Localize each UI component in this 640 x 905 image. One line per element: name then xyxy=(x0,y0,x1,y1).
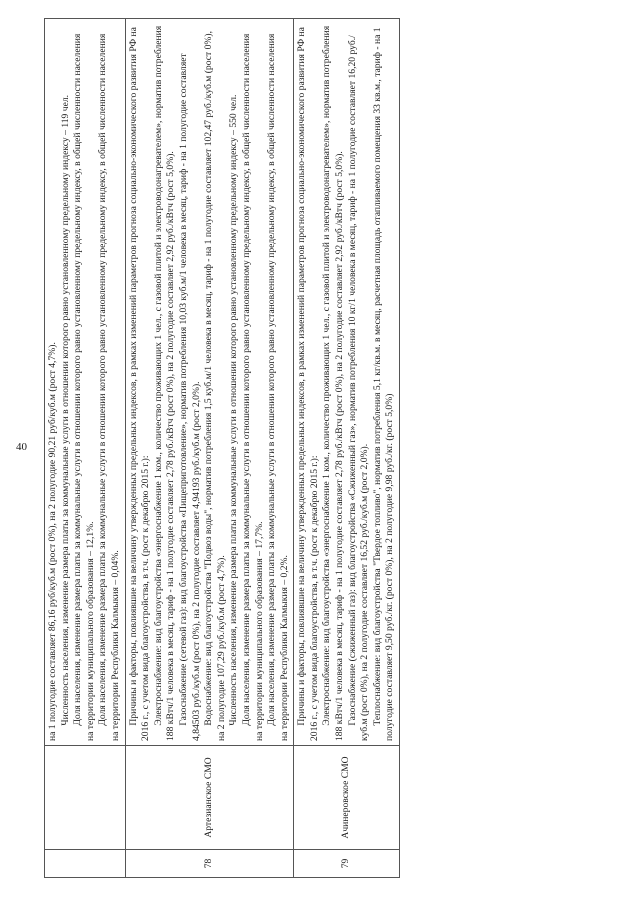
paragraph: Электроснабжение: вид благоустройства «энергоснабжение 1 ком., количество проживающих 1 чел., с газовой плитой и электроводонагревателем», норматив потребления 188 кВтч/1 человека в месяц, тариф - на 1 полугодие составляет 2,78 руб./кВтч (рост 0%), на 2 полугодие составляет 2,92 руб./кВтч (рост 5,0%). xyxy=(152,25,177,741)
paragraph: Причины и факторы, повлиявшие на величину утвержденных предельных индексов, в рамках изменений параметров прогноза социально-экономического развития РФ на 2016 г., с учетом вида благоустройства, в т.ч. (рост к декабрю 2015 г.): xyxy=(127,27,152,741)
description-cell xyxy=(294,19,400,746)
municipality-name-cell: Артезианское СМО xyxy=(125,746,294,850)
table-row-79 xyxy=(294,19,400,878)
table-row-continuation xyxy=(45,19,126,878)
tariff-table xyxy=(44,18,400,878)
paragraph: Электроснабжение: вид благоустройства «энергоснабжение 1 ком., количество проживающих 1 чел., с газовой плитой и электроводонагревателем», норматив потребления 188 кВтч/1 человека в месяц, тариф - на 1 полугодие составляет 2,78 руб./кВтч (рост 0%), на 2 полугодие составляет 2,92 руб./кВтч (рост 5,0%). xyxy=(321,25,346,741)
paragraph: Численность населения, изменение размера платы за коммунальные услуги в отношении которого равно установленному предельному индексу – 550 чел. xyxy=(228,94,240,726)
row-number-cell: 78 xyxy=(125,850,294,878)
paragraph: Доля населения, изменение размера платы за коммунальные услуги в отношении которого равно установленному предельному индексу, в общей численности населения на территории Республики Калмыкия – 0,2%. xyxy=(266,33,290,741)
paragraph: Доля населения, изменение размера платы за коммунальные услуги в отношении которого равно установленному предельному индексу, в общей численности населения на территории муниципального образования – 17,7%. xyxy=(240,33,265,741)
table-row-78 xyxy=(125,19,294,878)
description-cell xyxy=(45,19,126,746)
paragraph: Причины и факторы, повлиявшие на величину утвержденных предельных индексов, в рамках изменений параметров прогноза социально-экономического развития РФ на 2016 г., с учетом вида благоустройства, в т.ч. (рост к декабрю 2015 г.): xyxy=(296,27,320,741)
municipality-name-cell xyxy=(45,746,126,850)
paragraph: Газоснабжение (сетевой газ): вид благоустройства «Пищеприготовление», норматив потребления 10,03 куб.м/1 человека в месяц, тариф - на 1 полугодие составляет 4,84503 руб./куб.м (рост 0%), на 2 полугодие составляет 4,94193 руб./куб.м (рост 2,0%). xyxy=(177,53,202,741)
paragraph: Численность населения, изменение размера платы за коммунальные услуги в отношении которого равно установленному предельному индексу – 119 чел. xyxy=(59,94,71,726)
paragraph: Доля населения, изменение размера платы за коммунальные услуги в отношении которого равно установленному предельному индексу, в общей численности населения на территории муниципального образования – 12,1%. xyxy=(72,33,96,741)
table-rotation-wrapper xyxy=(44,18,604,878)
paragraph: на 1 полугодие составляет 86,16 руб/куб.м (рост 0%), на 2 полугодие 90,21 руб/куб.м (рост 4,7%). xyxy=(47,342,58,741)
description-cell xyxy=(125,19,294,746)
row-number-cell xyxy=(45,850,126,878)
paragraph: Теплоснабжение: вид благоустройства "Твердое топливо", норматив потребления 5,1 кг/кв.м. в месяц, расчетная площадь отапливаемого помещения 33 кв.м., тариф - на 1 полугодие составляет 9,50 руб./кг. (рост 0%), на 2 полугодие 9,98 руб./кг. (рост 5,0%) xyxy=(371,27,396,741)
municipality-name-cell: Ачинеровское СМО xyxy=(294,746,400,850)
paragraph: Газоснабжение (сжиженный газ): вид благоустройства «Сжиженный газ», норматив потребления 10 кг/1 человека в месяц, тариф - на 1 полугодие составляет 16,20 руб./куб.м (рост 0%), на 2 полугодие составляет 16,52 руб./куб.м (рост 2,0%). xyxy=(346,35,371,741)
paragraph: Доля населения, изменение размера платы за коммунальные услуги в отношении которого равно установленному предельному индексу, в общей численности населения на территории Республики Калмыкия – 0,04%. xyxy=(97,33,121,741)
page-number: 40 xyxy=(16,441,27,453)
row-number-cell: 79 xyxy=(294,850,400,878)
paragraph: Водоснабжение: вид благоустройства "Подвоз воды", норматив потребления 1,5 куб.м/1 человека в месяц, тариф - на 1 полугодие составляет 102,47 руб./куб.м (рост 0%), на 2 полугодие 107,29 руб./куб.м (рост 4,7%). xyxy=(203,31,227,741)
